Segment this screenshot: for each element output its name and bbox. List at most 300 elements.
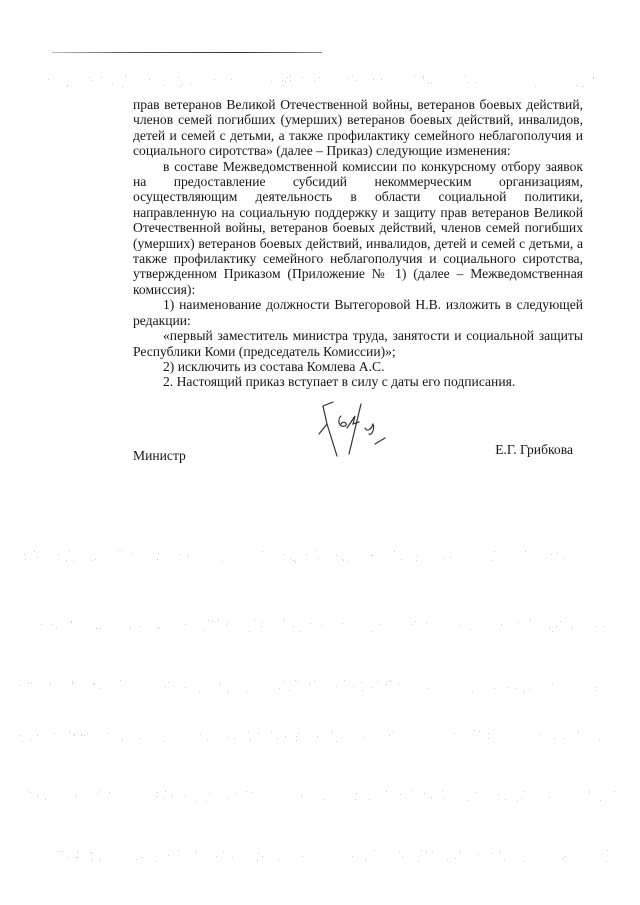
speckle — [227, 798, 228, 799]
speckle — [159, 628, 160, 629]
speckle — [336, 686, 337, 687]
speckle — [563, 738, 564, 739]
speckle — [300, 631, 301, 632]
speckle — [223, 851, 224, 852]
speckle — [494, 688, 495, 689]
speckle — [515, 688, 516, 689]
speckle — [96, 628, 97, 629]
speckle — [180, 86, 181, 87]
speckle — [94, 684, 95, 685]
speckle — [258, 853, 259, 854]
speckle — [319, 77, 320, 78]
document-body — [133, 97, 583, 390]
speckle — [45, 799, 46, 800]
speckle — [99, 688, 100, 689]
speckle — [34, 551, 35, 552]
speckle — [214, 79, 215, 80]
speckle — [59, 851, 60, 852]
speckle — [379, 624, 380, 625]
speckle — [262, 856, 263, 857]
speckle — [614, 791, 615, 792]
speckle — [365, 859, 366, 860]
speckle — [93, 683, 94, 684]
speckle — [488, 738, 489, 739]
speckle — [220, 684, 221, 685]
speckle — [200, 734, 201, 735]
speckle — [465, 76, 466, 77]
speckle — [227, 737, 228, 738]
speckle — [228, 691, 229, 692]
speckle — [185, 624, 186, 625]
speckle — [30, 739, 31, 740]
speckle — [356, 80, 357, 81]
speckle — [293, 626, 294, 627]
speckle — [178, 850, 179, 851]
speckle — [185, 795, 186, 796]
speckle — [603, 626, 604, 627]
speckle — [20, 685, 21, 686]
speckle — [56, 628, 57, 629]
speckle — [271, 732, 272, 733]
speckle — [254, 620, 255, 621]
paragraph: 2) исключить из состава Комлева А.С. — [163, 358, 385, 374]
speckle — [343, 560, 344, 561]
speckle — [296, 740, 297, 741]
speckle — [369, 799, 370, 800]
speckle — [599, 739, 600, 740]
speckle — [67, 857, 68, 858]
speckle — [112, 84, 113, 85]
speckle — [283, 554, 284, 555]
speckle — [401, 559, 402, 560]
speckle — [74, 735, 75, 736]
speckle — [77, 852, 78, 853]
speckle — [476, 792, 477, 793]
speckle — [524, 691, 525, 692]
speckle — [331, 732, 332, 733]
speckle — [475, 82, 476, 83]
speckle — [37, 735, 38, 736]
speckle — [432, 852, 433, 853]
speckle — [261, 626, 262, 627]
speckle — [156, 796, 157, 797]
speckle — [122, 739, 123, 740]
speckle — [323, 799, 324, 800]
speckle — [428, 688, 429, 689]
speckle — [77, 857, 78, 858]
speckle — [557, 553, 558, 554]
speckle — [353, 686, 354, 687]
speckle — [479, 731, 480, 732]
speckle — [414, 75, 415, 76]
speckle — [190, 84, 191, 85]
speckle — [551, 554, 552, 555]
speckle — [66, 560, 67, 561]
speckle — [398, 684, 399, 685]
speckle — [136, 859, 137, 860]
speckle — [505, 799, 506, 800]
speckle — [576, 85, 577, 86]
speckle — [248, 731, 249, 732]
speckle — [246, 691, 247, 692]
speckle — [552, 684, 553, 685]
speckle — [54, 733, 55, 734]
speckle — [589, 793, 590, 794]
speckle — [607, 850, 608, 851]
speckle — [321, 625, 322, 626]
speckle — [374, 850, 375, 851]
speckle — [402, 857, 403, 858]
speckle — [524, 791, 525, 792]
speckle — [443, 798, 444, 799]
speckle — [69, 550, 70, 551]
speckle — [73, 561, 74, 562]
speckle — [431, 797, 432, 798]
speckle — [25, 559, 26, 560]
speckle — [418, 861, 419, 862]
speckle — [393, 732, 394, 733]
speckle — [525, 551, 526, 552]
speckle — [472, 691, 473, 692]
speckle — [377, 681, 378, 682]
paragraph: 1) наименование должности Вытегоровой Н.В. изложить в следующей редакции: — [133, 297, 583, 328]
speckle — [524, 861, 525, 862]
speckle — [554, 738, 555, 739]
speckle — [399, 851, 400, 852]
speckle — [295, 561, 296, 562]
speckle — [431, 83, 432, 84]
speckle — [279, 688, 280, 689]
speckle — [400, 794, 401, 795]
speckle — [287, 77, 288, 78]
speckle — [596, 690, 597, 691]
speckle — [24, 554, 25, 555]
speckle — [101, 77, 102, 78]
paragraph: 2. Настоящий приказ вступает в силу с даты его подписания. — [163, 374, 516, 390]
speckle — [301, 795, 302, 796]
speckle — [278, 860, 279, 861]
speckle — [293, 560, 294, 561]
speckle — [157, 559, 158, 560]
speckle — [468, 82, 469, 83]
speckle — [209, 793, 210, 794]
speckle — [156, 861, 157, 862]
speckle — [391, 681, 392, 682]
speckle — [290, 558, 291, 559]
speckle — [556, 626, 557, 627]
speckle — [168, 682, 169, 683]
speckle — [336, 555, 337, 556]
speckle — [355, 799, 356, 800]
speckle — [595, 626, 596, 627]
paragraph: «первый заместитель министра труда, занятости и социальной защиты Республики Коми (председатель Комиссии)»; — [133, 328, 583, 359]
speckle — [455, 858, 456, 859]
speckle — [157, 627, 158, 628]
speckle — [130, 627, 131, 628]
speckle — [131, 553, 132, 554]
speckle — [302, 856, 303, 857]
speckle — [426, 622, 427, 623]
speckle — [450, 557, 451, 558]
speckle — [415, 621, 416, 622]
speckle — [231, 79, 232, 80]
speckle — [100, 628, 101, 629]
speckle — [563, 858, 564, 859]
speckle — [180, 554, 181, 555]
speckle — [95, 559, 96, 560]
speckle — [373, 79, 374, 80]
speckle — [428, 82, 429, 83]
speckle — [258, 733, 259, 734]
speckle — [30, 792, 31, 793]
signer-title: Министр — [133, 448, 186, 463]
speckle — [290, 80, 291, 81]
speckle — [226, 625, 227, 626]
speckle — [277, 738, 278, 739]
speckle — [122, 86, 123, 87]
speckle — [97, 793, 98, 794]
speckle — [22, 741, 23, 742]
speckle — [518, 622, 519, 623]
speckle — [31, 683, 32, 684]
handwritten-signature — [313, 394, 393, 464]
speckle — [352, 75, 353, 76]
speckle — [552, 631, 553, 632]
speckle — [72, 681, 73, 682]
speckle — [89, 77, 90, 78]
paragraph: прав ветеранов Великой Отечественной войны, ветеранов боевых действий, членов семей погибших (умерших) ветеранов боевых действий, инвалидов, детей и семей с детьми, а также профилактику семейного неблагополучия и социального сиротства» (далее – Приказ) следующие изменения: — [133, 97, 583, 159]
speckle — [62, 851, 63, 852]
speckle — [426, 851, 427, 852]
speckle — [142, 857, 143, 858]
speckle — [442, 790, 443, 791]
speckle — [282, 80, 283, 81]
speckle — [84, 735, 85, 736]
speckle — [447, 860, 448, 861]
speckle — [37, 796, 38, 797]
speckle — [149, 79, 150, 80]
speckle — [87, 733, 88, 734]
speckle — [296, 736, 297, 737]
speckle — [361, 682, 362, 683]
speckle — [317, 736, 318, 737]
speckle — [51, 624, 52, 625]
speckle — [232, 857, 233, 858]
speckle — [478, 854, 479, 855]
speckle — [459, 851, 460, 852]
speckle — [424, 793, 425, 794]
speckle — [236, 793, 237, 794]
signature-block — [133, 442, 573, 472]
speckle — [494, 551, 495, 552]
speckle — [199, 691, 200, 692]
speckle — [100, 790, 101, 791]
speckle — [234, 738, 235, 739]
speckle — [298, 733, 299, 734]
speckle — [140, 626, 141, 627]
speckle — [389, 680, 390, 681]
speckle — [168, 855, 169, 856]
speckle — [158, 553, 159, 554]
speckle — [470, 629, 471, 630]
speckle — [81, 735, 82, 736]
speckle — [283, 85, 284, 86]
speckle — [491, 853, 492, 854]
speckle — [285, 736, 286, 737]
speckle — [75, 795, 76, 796]
speckle — [444, 558, 445, 559]
speckle — [289, 690, 290, 691]
speckle — [196, 801, 197, 802]
speckle — [121, 550, 122, 551]
speckle — [589, 790, 590, 791]
speckle — [41, 624, 42, 625]
speckle — [222, 561, 223, 562]
top-rule — [52, 52, 322, 53]
speckle — [347, 561, 348, 562]
speckle — [411, 624, 412, 625]
speckle — [48, 79, 49, 80]
speckle — [72, 683, 73, 684]
speckle — [69, 731, 70, 732]
speckle — [120, 680, 121, 681]
speckle — [20, 735, 21, 736]
paragraph: в составе Межведомственной комиссии по конкурсному отбору заявок на предоставление субсидий некоммерческим организациям, осуществляющим деятельность в области социальной политики, направленную на социальную поддержку и защиту прав ветеранов Великой Отечественной войны, ветеранов боевых действий, членов семей погибших (умерших) ветеранов боевых действий, инвалидов, детей и семей с детьми, а также профилактику семейного неблагополучия и социального сиротства, утвержденном Приказом (Приложение № 1) (далее – Межведомственная комиссия): — [133, 158, 583, 297]
speckle — [540, 734, 541, 735]
speckle — [195, 851, 196, 852]
speckle — [423, 76, 424, 77]
speckle — [250, 739, 251, 740]
speckle — [164, 798, 165, 799]
speckle — [596, 687, 597, 688]
speckle — [499, 851, 500, 852]
speckle — [560, 621, 561, 622]
speckle — [318, 558, 319, 559]
speckle — [109, 792, 110, 793]
speckle — [28, 790, 29, 791]
speckle — [249, 631, 250, 632]
speckle — [501, 624, 502, 625]
speckle — [216, 856, 217, 857]
speckle — [508, 687, 509, 688]
speckle — [185, 687, 186, 688]
speckle — [246, 791, 247, 792]
speckle — [203, 630, 204, 631]
speckle — [212, 621, 213, 622]
speckle — [206, 801, 207, 802]
speckle — [549, 797, 550, 798]
speckle — [342, 623, 343, 624]
speckle — [316, 550, 317, 551]
speckle — [356, 793, 357, 794]
speckle — [416, 560, 417, 561]
speckle — [336, 741, 337, 742]
speckle — [172, 795, 173, 796]
speckle — [389, 735, 390, 736]
speckle — [421, 850, 422, 851]
speckle — [565, 856, 566, 857]
speckle — [517, 801, 518, 802]
speckle — [227, 622, 228, 623]
speckle — [178, 77, 179, 78]
speckle — [92, 80, 93, 81]
speckle — [92, 560, 93, 561]
speckle — [454, 733, 455, 734]
speckle — [108, 733, 109, 734]
speckle — [91, 860, 92, 861]
speckle — [163, 85, 164, 86]
speckle — [309, 683, 310, 684]
speckle — [91, 853, 92, 854]
speckle — [295, 680, 296, 681]
speckle — [394, 551, 395, 552]
speckle — [423, 78, 424, 79]
speckle — [529, 689, 530, 690]
speckle — [572, 627, 573, 628]
speckle — [362, 690, 363, 691]
speckle — [100, 859, 101, 860]
speckle — [583, 86, 584, 87]
speckle — [563, 558, 564, 559]
speckle — [125, 75, 126, 76]
speckle — [208, 620, 209, 621]
speckle — [165, 686, 166, 687]
speckle — [348, 78, 349, 79]
speckle — [459, 625, 460, 626]
speckle — [372, 631, 373, 632]
speckle — [606, 861, 607, 862]
speckle — [140, 738, 141, 739]
speckle — [600, 800, 601, 801]
speckle — [118, 550, 119, 551]
speckle — [50, 684, 51, 685]
speckle — [386, 684, 387, 685]
speckle — [284, 620, 285, 621]
speckle — [593, 78, 594, 79]
speckle — [474, 730, 475, 731]
speckle — [290, 76, 291, 77]
speckle — [90, 852, 91, 853]
speckle — [157, 792, 158, 793]
speckle — [530, 620, 531, 621]
speckle — [488, 733, 489, 734]
speckle — [262, 551, 263, 552]
speckle — [297, 681, 298, 682]
speckle — [37, 557, 38, 558]
speckle — [504, 859, 505, 860]
speckle — [381, 79, 382, 80]
speckle — [492, 560, 493, 561]
speckle — [285, 81, 286, 82]
speckle — [67, 86, 68, 87]
speckle — [372, 555, 373, 556]
speckle — [165, 791, 166, 792]
speckle — [306, 554, 307, 555]
speckle — [371, 687, 372, 688]
speckle — [467, 800, 468, 801]
speckle — [535, 86, 536, 87]
speckle — [271, 81, 272, 82]
speckle — [262, 622, 263, 623]
speckle — [71, 622, 72, 623]
speckle — [386, 791, 387, 792]
signer-name: Е.Г. Грибкова — [495, 442, 573, 457]
speckle — [187, 555, 188, 556]
speckle — [314, 681, 315, 682]
speckle — [218, 620, 219, 621]
speckle — [352, 856, 353, 857]
speckle — [284, 681, 285, 682]
